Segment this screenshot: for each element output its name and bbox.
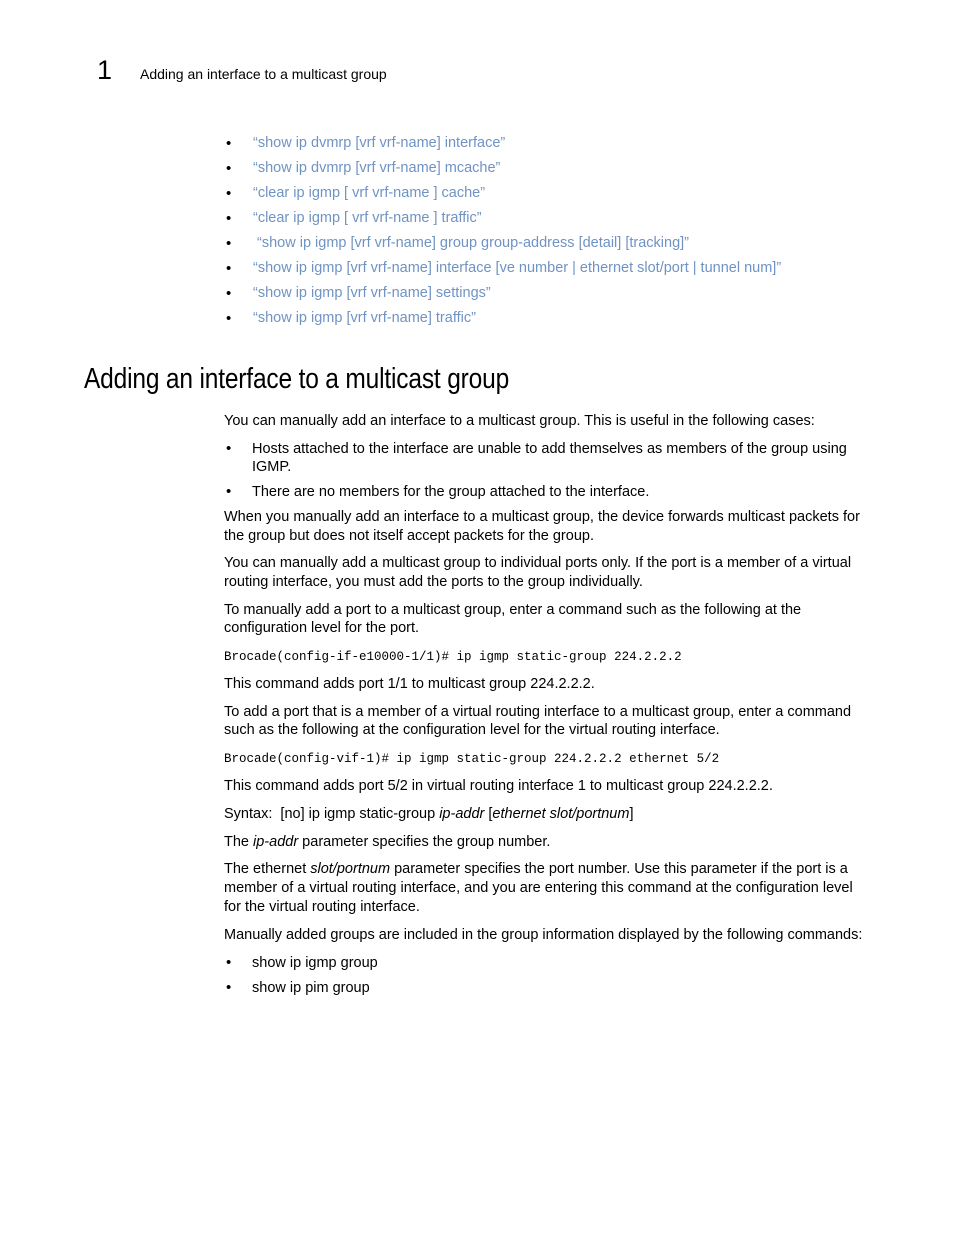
syntax-bracket-open: [	[488, 805, 493, 822]
list-item	[224, 234, 781, 259]
bullet-icon: •	[226, 235, 232, 252]
list-item	[224, 954, 870, 973]
command-link[interactable]: “show ip igmp [vrf vrf-name] group group-address [detail] [tracking]”	[253, 235, 689, 251]
paragraph-individual-ports: You can manually add a multicast group to individual ports only. If the port is a member of a virtual routing interface, you must add the ports to the group individually.	[224, 555, 852, 590]
syntax-command: [no] ip igmp static-group	[280, 805, 436, 822]
syntax-arg-slotport: slot/portnum	[549, 805, 630, 822]
syntax-bracket-close: ]	[629, 805, 634, 822]
command-link[interactable]: “clear ip igmp [ vrf vrf-name ] cache”	[253, 185, 486, 201]
paragraph-code-result-2: This command adds port 5/2 in virtual routing interface 1 to multicast group 224.2.2.2.	[224, 778, 773, 795]
list-item	[224, 159, 781, 184]
list-item	[224, 134, 781, 159]
bullet-icon: •	[226, 260, 232, 277]
list-item-text: There are no members for the group attached to the interface.	[252, 484, 650, 501]
paragraph-ipaddr-desc	[224, 833, 870, 852]
bullet-icon: •	[226, 135, 232, 152]
bullet-icon: •	[226, 954, 232, 972]
related-commands-list	[224, 134, 781, 334]
bullet-icon: •	[226, 210, 232, 227]
command-link[interactable]: “show ip igmp [vrf vrf-name] settings”	[253, 285, 491, 301]
intro-paragraph: You can manually add an interface to a multicast group. This is useful in the following cases:	[224, 413, 815, 429]
paragraph-forwarding: When you manually add an interface to a multicast group, the device forwards multicast packets for the group but does not itself accept packets for the group.	[224, 508, 860, 544]
list-item-text: show ip igmp group	[252, 955, 378, 972]
desc-prefix: The	[224, 833, 254, 850]
desc-arg-slotport: slot/portnum	[310, 861, 391, 878]
command-link[interactable]: “show ip igmp [vrf vrf-name] traffic”	[253, 310, 476, 326]
list-item	[224, 259, 781, 284]
list-item-text: Hosts attached to the interface are unable to add themselves as members of the group using IGMP.	[252, 440, 847, 476]
code-example-port: Brocade(config-if-e10000-1/1)# ip igmp static-group 224.2.2.2	[224, 650, 682, 665]
paragraph-port-command: To manually add a port to a multicast group, enter a command such as the following at the configuration level for the port.	[224, 601, 802, 637]
syntax-kw-ethernet: ethernet	[492, 805, 546, 822]
code-example-vif: Brocade(config-vif-1)# ip igmp static-group 224.2.2.2 ethernet 5/2	[224, 752, 720, 767]
syntax-line	[224, 805, 870, 824]
desc-kw-ethernet: ethernet	[253, 861, 307, 878]
list-item	[224, 440, 870, 477]
command-link[interactable]: “clear ip igmp [ vrf vrf-name ] traffic”	[253, 210, 482, 226]
desc-suffix: parameter specifies the group number.	[298, 833, 551, 850]
cases-list	[224, 440, 870, 502]
bullet-icon: •	[226, 310, 232, 327]
bullet-icon: •	[226, 483, 232, 501]
list-item	[224, 284, 781, 309]
running-title: Adding an interface to a multicast group	[140, 66, 387, 82]
section-body	[224, 412, 870, 997]
command-link[interactable]: “show ip dvmrp [vrf vrf-name] mcache”	[253, 160, 501, 176]
section-heading: Adding an interface to a multicast group	[84, 363, 510, 395]
bullet-icon: •	[226, 160, 232, 177]
bullet-icon: •	[226, 285, 232, 302]
list-item	[224, 979, 870, 998]
bullet-icon: •	[226, 185, 232, 202]
bullet-icon: •	[226, 978, 232, 996]
desc-prefix: The	[224, 861, 254, 878]
desc-suffix: parameter specifies the port number. Use this parameter if the port is a member of a virtual routing interface, and you are entering this command at the configuration level for the virtual routing interface.	[224, 861, 853, 915]
commands-list	[224, 954, 870, 997]
desc-arg-ipaddr: ip-addr	[253, 833, 299, 850]
bullet-icon: •	[226, 439, 232, 457]
list-item	[224, 209, 781, 234]
list-item-text: show ip pim group	[252, 979, 370, 996]
syntax-arg-ipaddr: ip-addr	[439, 805, 485, 822]
command-link[interactable]: “show ip dvmrp [vrf vrf-name] interface”	[253, 135, 506, 151]
paragraph-code-result-1: This command adds port 1/1 to multicast group 224.2.2.2.	[224, 676, 595, 693]
list-item	[224, 483, 870, 502]
list-item	[224, 309, 781, 334]
paragraph-displayed-commands: Manually added groups are included in the group information displayed by the following commands:	[224, 927, 863, 944]
command-link[interactable]: “show ip igmp [vrf vrf-name] interface [ve number | ethernet slot/port | tunnel num]”	[253, 260, 782, 276]
list-item	[224, 184, 781, 209]
paragraph-vif-command: To add a port that is a member of a virtual routing interface to a multicast group, enter a command such as the following at the configuration level for the virtual routing interface.	[224, 703, 852, 739]
paragraph-ethernet-desc	[224, 860, 870, 916]
chapter-number: 1	[97, 55, 113, 85]
syntax-label: Syntax:	[224, 805, 273, 822]
